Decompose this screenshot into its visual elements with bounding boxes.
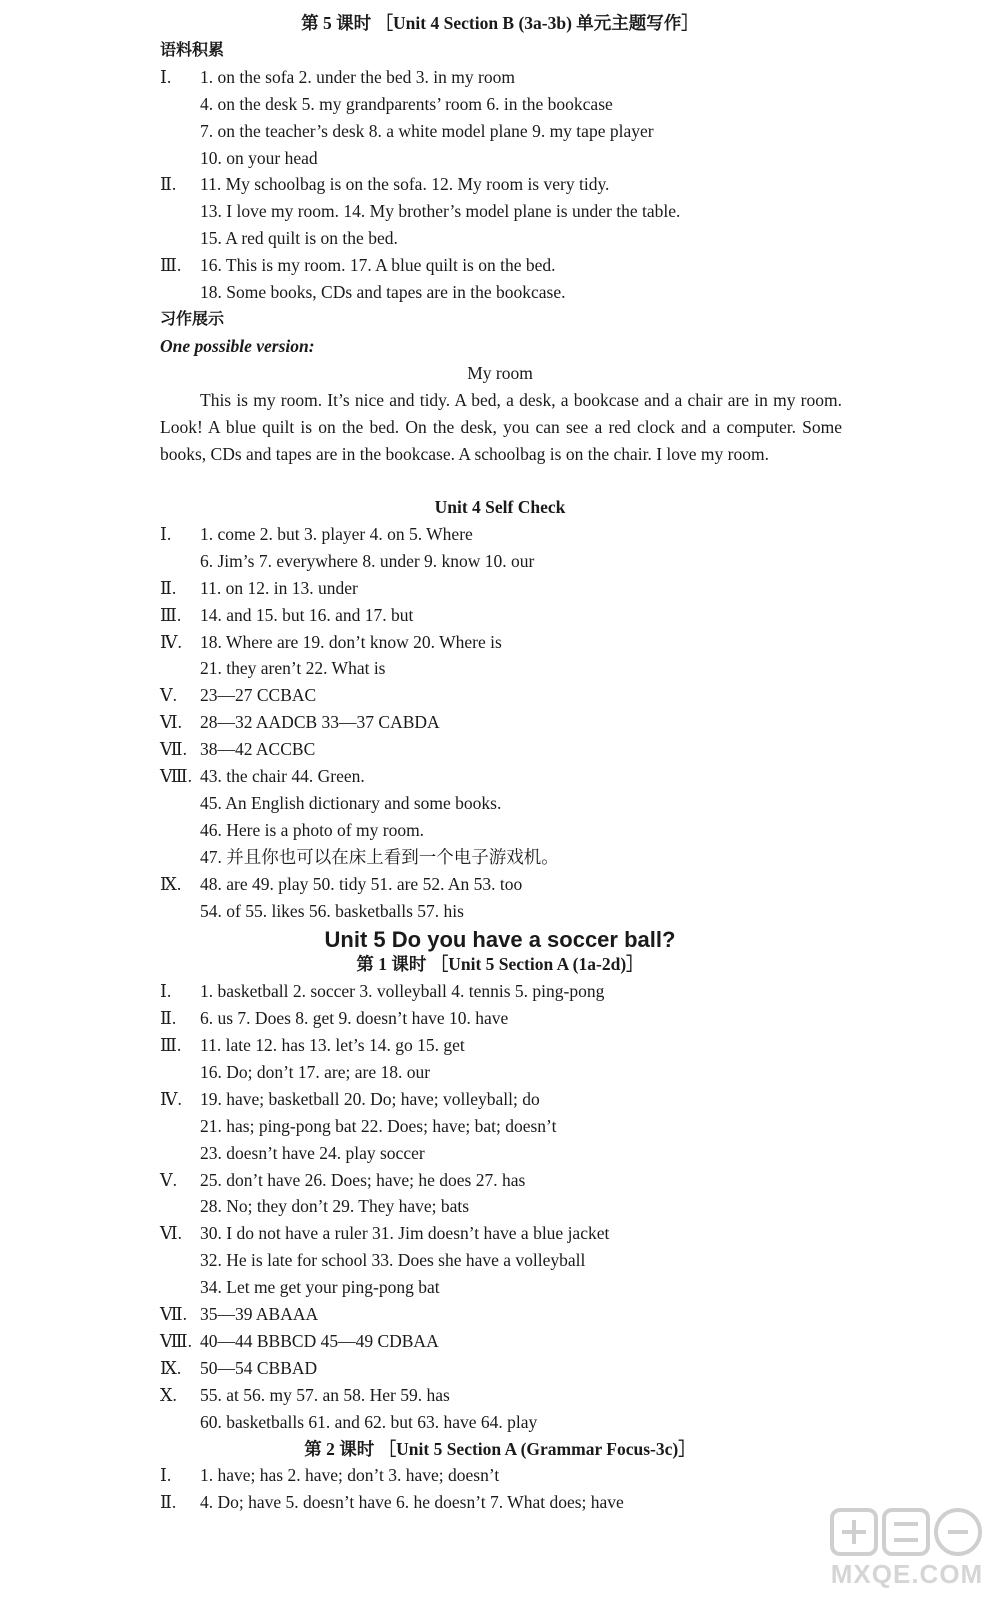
section-numeral: Ⅵ.: [160, 712, 182, 733]
line-text: 16. This is my room. 17. A blue quilt is on the bed.: [200, 255, 556, 276]
line-text: 第 1 课时 ［Unit 5 Section A (1a-2d)］: [356, 954, 644, 975]
line-text: 34. Let me get your ping-pong bat: [200, 1277, 440, 1298]
line-text: 1. basketball 2. soccer 3. volleyball 4. tennis 5. ping-pong: [200, 981, 605, 1002]
answer-line-top_lines-9: [160, 252, 980, 278]
answer-line-bottom_lines-19: [160, 1005, 980, 1031]
answer-line-bottom_lines-3: [160, 575, 980, 601]
line-text: 28. No; they don’t 29. They have; bats: [200, 1196, 470, 1217]
text-line-top_lines-13: [0, 360, 1000, 386]
line-text: 19. have; basketball 20. Do; have; volleyball; do: [200, 1088, 540, 1109]
text-line-bottom_lines-6: [160, 655, 980, 681]
line-text: 40—44 BBBCD 45—49 CDBAA: [200, 1330, 439, 1351]
text-line-bottom_lines-2: [160, 548, 980, 574]
line-text: 60. basketballs 61. and 62. but 63. have 64. play: [200, 1411, 538, 1432]
line-text: 55. at 56. my 57. an 58. Her 59. has: [200, 1384, 450, 1405]
section-numeral: Ⅳ.: [160, 631, 182, 652]
line-text: 1. have; has 2. have; don’t 3. have; doesn’t: [200, 1465, 500, 1486]
line-text: 14. and 15. but 16. and 17. but: [200, 604, 414, 625]
answer-line-bottom_lines-8: [160, 709, 980, 735]
line-text: 28—32 AADCB 33—37 CABDA: [200, 712, 440, 733]
answer-line-bottom_lines-31: [160, 1328, 980, 1354]
answer-line-bottom_lines-10: [160, 763, 980, 789]
section-numeral: Ⅱ.: [160, 174, 177, 195]
text-line-bottom_lines-11: [160, 790, 980, 816]
text-line-top_lines-4: [160, 118, 980, 144]
section-numeral: Ⅱ.: [160, 577, 177, 598]
line-text: 35—39 ABAAA: [200, 1304, 319, 1324]
answer-line-top_lines-2: [160, 64, 980, 90]
line-text: 7. on the teacher’s desk 8. a white model plane 9. my tape player: [200, 120, 654, 141]
line-text: 第 2 课时 ［Unit 5 Section A (Grammar Focus-3c)］: [304, 1438, 696, 1459]
section-numeral: Ⅱ.: [160, 1008, 177, 1029]
answer-line-bottom_lines-9: [160, 736, 980, 762]
section-numeral: Ⅱ.: [160, 1492, 177, 1513]
line-text: 45. An English dictionary and some books.: [200, 792, 502, 813]
text-line-top_lines-0: [0, 10, 1000, 36]
line-text: 38—42 ACCBC: [200, 739, 316, 760]
line-text: 习作展示: [160, 308, 225, 328]
section-numeral: Ⅷ.: [160, 766, 192, 786]
line-text: 16. Do; don’t 17. are; are 18. our: [200, 1061, 431, 1082]
section-numeral: Ⅰ.: [160, 981, 172, 1002]
text-line-bottom_lines-26: [160, 1193, 980, 1219]
section-numeral: Ⅶ.: [160, 739, 187, 760]
line-text: 第 5 课时 ［Unit 4 Section B (3a-3b) 单元主题写作］: [301, 13, 699, 33]
section-numeral: Ⅲ.: [160, 255, 182, 276]
line-text: 48. are 49. play 50. tidy 51. are 52. An 53. too: [200, 873, 523, 894]
line-text: 11. on 12. in 13. under: [200, 577, 358, 598]
line-text: 13. I love my room. 14. My brother’s model plane is under the table.: [200, 201, 681, 222]
text-line-bottom_lines-12: [160, 817, 980, 843]
answer-line-top_lines-6: [160, 171, 980, 197]
section-numeral: Ⅶ.: [160, 1304, 187, 1324]
site-watermark: [822, 1504, 992, 1594]
answer-line-bottom_lines-32: [160, 1355, 980, 1381]
text-line-bottom_lines-29: [160, 1274, 980, 1300]
line-text: 23—27 CCBAC: [200, 685, 317, 706]
section-numeral: Ⅸ.: [160, 1357, 182, 1378]
text-line-bottom_lines-15: [160, 898, 980, 924]
line-text: 54. of 55. likes 56. basketballs 57. his: [200, 900, 464, 921]
section-numeral: Ⅰ.: [160, 1465, 172, 1486]
line-text: Unit 5 Do you have a soccer ball?: [324, 927, 676, 953]
answer-line-bottom_lines-18: [160, 978, 980, 1004]
answer-line-bottom_lines-27: [160, 1220, 980, 1246]
line-text: 21. they aren’t 22. What is: [200, 658, 386, 679]
answer-line-bottom_lines-5: [160, 629, 980, 655]
text-line-bottom_lines-13: [160, 844, 980, 870]
text-line-bottom_lines-23: [160, 1113, 980, 1139]
watermark-text: MXQE.COM: [830, 1559, 984, 1589]
section-numeral: Ⅰ.: [160, 523, 172, 544]
section-numeral: Ⅸ.: [160, 873, 182, 894]
line-text: 32. He is late for school 33. Does she have a volleyball: [200, 1250, 586, 1271]
line-text: 50—54 CBBAD: [200, 1357, 318, 1378]
answer-line-bottom_lines-7: [160, 682, 980, 708]
line-text: 25. don’t have 26. Does; have; he does 27. has: [200, 1169, 526, 1190]
answer-line-bottom_lines-1: [160, 521, 980, 547]
text-line-top_lines-3: [160, 91, 980, 117]
line-text: 15. A red quilt is on the bed.: [200, 228, 398, 249]
line-text: 18. Where are 19. don’t know 20. Where is: [200, 631, 502, 652]
text-line-bottom_lines-28: [160, 1247, 980, 1273]
line-text: 4. Do; have 5. doesn’t have 6. he doesn’t 7. What does; have: [200, 1492, 624, 1513]
line-text: One possible version:: [160, 335, 315, 356]
line-text: 30. I do not have a ruler 31. Jim doesn’t have a blue jacket: [200, 1223, 610, 1244]
line-text: 10. on your head: [200, 147, 318, 168]
section-numeral: Ⅲ.: [160, 1035, 182, 1055]
text-line-top_lines-10: [160, 279, 980, 305]
text-line-bottom_lines-17: [0, 951, 1000, 977]
text-line-top_lines-5: [160, 145, 980, 171]
section-numeral: Ⅷ.: [160, 1330, 192, 1351]
text-line-bottom_lines-34: [160, 1409, 980, 1435]
section-numeral: Ⅵ.: [160, 1223, 182, 1244]
text-line-bottom_lines-21: [160, 1059, 980, 1085]
line-text: Unit 4 Self Check: [434, 497, 566, 517]
answer-line-bottom_lines-20: [160, 1032, 980, 1058]
line-text: 11. My schoolbag is on the sofa. 12. My room is very tidy.: [200, 174, 610, 195]
section-numeral: Ⅴ.: [160, 1169, 178, 1190]
model-essay: This is my room. It’s nice and tidy. A bed, a desk, a bookcase and a chair are in my room. Look! A blue quilt is on the bed. On the desk, you can see a red clock and a computer. Some books, CDs and tapes are in the bookcase. A schoolbag is on the chair. I love my room.: [160, 389, 842, 464]
answer-line-bottom_lines-30: [160, 1301, 980, 1327]
line-text: 6. Jim’s 7. everywhere 8. under 9. know 10. our: [200, 550, 535, 571]
answer-line-bottom_lines-33: [160, 1382, 980, 1408]
line-text: 11. late 12. has 13. let’s 14. go 15. get: [200, 1035, 465, 1055]
text-line-bottom_lines-35: [0, 1436, 1000, 1462]
answer-line-bottom_lines-14: [160, 871, 980, 897]
line-text: 1. come 2. but 3. player 4. on 5. Where: [200, 523, 473, 544]
line-text: 46. Here is a photo of my room.: [200, 819, 425, 840]
line-text: My room: [467, 362, 533, 383]
text-line-top_lines-12: [160, 333, 980, 359]
line-text: 47. 并且你也可以在床上看到一个电子游戏机。: [200, 846, 559, 867]
section-numeral: Ⅲ.: [160, 604, 182, 625]
line-text: 6. us 7. Does 8. get 9. doesn’t have 10. have: [200, 1008, 509, 1029]
line-text: 43. the chair 44. Green.: [200, 766, 365, 786]
line-text: 4. on the desk 5. my grandparents’ room 6. in the bookcase: [200, 93, 613, 114]
text-line-top_lines-11: [160, 306, 980, 332]
text-line-top_lines-8: [160, 225, 980, 251]
section-numeral: Ⅰ.: [160, 66, 172, 87]
answer-line-bottom_lines-36: [160, 1462, 980, 1488]
line-text: 语料积累: [160, 39, 225, 59]
answer-line-bottom_lines-4: [160, 602, 980, 628]
text-line-top_lines-7: [160, 198, 980, 224]
section-numeral: Ⅴ.: [160, 685, 178, 706]
section-numeral: Ⅳ.: [160, 1088, 182, 1109]
answer-line-bottom_lines-22: [160, 1086, 980, 1112]
line-text: 23. doesn’t have 24. play soccer: [200, 1142, 425, 1163]
text-line-bottom_lines-0: [0, 494, 1000, 520]
section-numeral: Ⅹ.: [160, 1384, 177, 1405]
answer-line-bottom_lines-25: [160, 1167, 980, 1193]
line-text: 1. on the sofa 2. under the bed 3. in my room: [200, 66, 515, 87]
text-line-bottom_lines-24: [160, 1140, 980, 1166]
answer-site-logo-icon: [822, 1504, 992, 1564]
text-line-top_lines-1: [160, 37, 980, 63]
line-text: 21. has; ping-pong bat 22. Does; have; bat; doesn’t: [200, 1115, 557, 1136]
line-text: 18. Some books, CDs and tapes are in the bookcase.: [200, 282, 566, 302]
